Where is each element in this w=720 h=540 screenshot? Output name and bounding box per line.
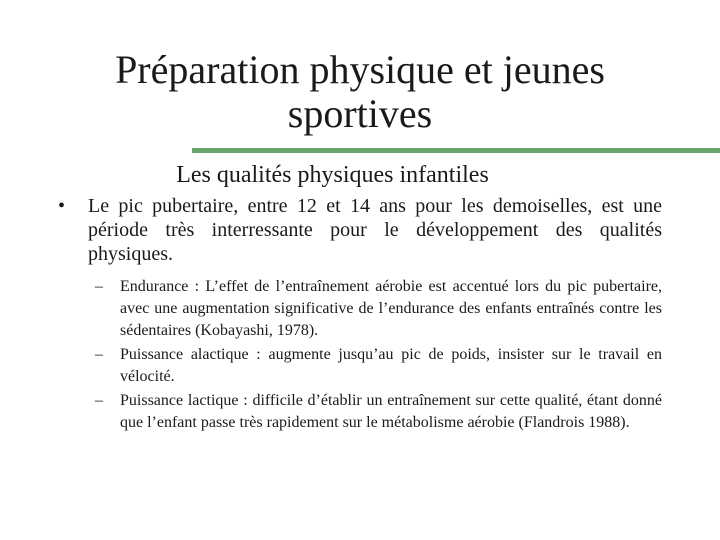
- slide-title-line-1: Préparation physique et jeunes: [115, 47, 605, 92]
- dash-marker: –: [95, 278, 103, 295]
- slide-body: [56, 194, 662, 436]
- sub-bullet-item-puissance-lactique: [95, 390, 662, 434]
- dash-marker: –: [95, 392, 103, 409]
- sub-bullet-item-puissance-alactique: [95, 344, 662, 388]
- bullet-item: [56, 194, 662, 266]
- slide-title-line-2: sportives: [287, 91, 433, 136]
- dash-marker: –: [95, 346, 103, 363]
- bullet-marker: •: [58, 195, 66, 217]
- slide-subtitle: Les qualités physiques infantiles: [176, 162, 489, 188]
- bullet-text: Le pic pubertaire, entre 12 et 14 ans pour les demoiselles, est une période très interressante pour le développement des qualités physiques.: [88, 195, 662, 265]
- sub-bullet-text: Endurance : L’effet de l’entraînement aérobie est accentué lors du pic pubertaire, avec une augmentation significative de l’endurance des enfants entraînés contre les sédentaires (Kobayashi, 1978).: [120, 278, 662, 339]
- sub-bullet-text: Puissance lactique : difficile d’établir un entraînement sur cette qualité, étant donné que l’enfant passe très rapidement sur le métabolisme aérobie (Flandrois 1988).: [120, 392, 662, 431]
- sub-bullet-item-endurance: [95, 276, 662, 342]
- sub-bullet-list: [56, 276, 662, 434]
- title-underline-divider: [192, 148, 720, 153]
- sub-bullet-text: Puissance alactique : augmente jusqu’au pic de poids, insister sur le travail en vélocité.: [120, 346, 662, 385]
- slide-title: [60, 48, 660, 136]
